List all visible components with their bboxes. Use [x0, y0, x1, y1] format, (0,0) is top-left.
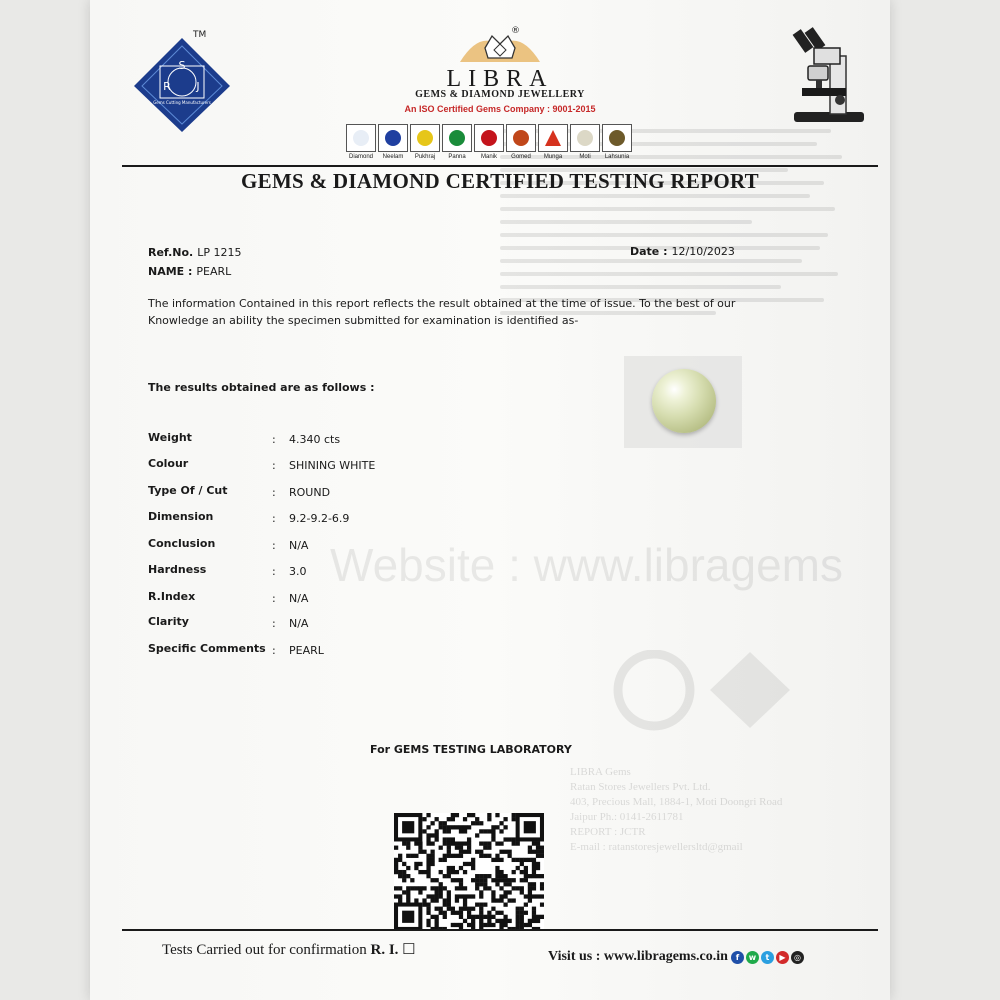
result-label: Colour — [148, 457, 189, 470]
result-separator: : — [272, 617, 276, 630]
gem-label: Munga — [543, 154, 563, 160]
iso-certified-text: An ISO Certified Gems Company : 9001-2015 — [404, 104, 596, 114]
result-separator: : — [272, 539, 276, 552]
result-separator: : — [272, 565, 276, 578]
intro-paragraph: The information Contained in this report reflects the result obtained at the time of issue. To the best of our Knowledge an ability the specimen submitted for examination is identified as- — [148, 297, 736, 327]
gem-gomed — [506, 124, 536, 160]
gem-pukhraj-icon — [417, 130, 433, 146]
result-separator: : — [272, 486, 276, 499]
result-label: R.Index — [148, 590, 196, 603]
gem-label: Manik — [480, 154, 497, 160]
twitter-icon[interactable]: t — [761, 951, 774, 964]
gem-pukhraj — [410, 124, 440, 160]
gem-manik — [474, 124, 504, 160]
result-separator: : — [272, 644, 276, 657]
result-row — [148, 615, 468, 635]
results-heading: The results obtained are as follows : — [148, 381, 375, 394]
pearl-photo — [652, 369, 716, 433]
gem-moti-icon — [577, 130, 593, 146]
gem-label: Panna — [448, 154, 466, 160]
seal-bleed-through — [610, 650, 810, 740]
result-value: SHINING WHITE — [289, 459, 376, 472]
svg-text:S: S — [178, 59, 186, 72]
result-label: Conclusion — [148, 537, 216, 550]
gem-lahsunia-icon — [609, 130, 625, 146]
social-icons — [731, 951, 804, 964]
gem-label: Neelam — [382, 154, 404, 160]
result-value: ROUND — [289, 486, 331, 499]
result-row — [148, 484, 468, 504]
result-row — [148, 457, 468, 477]
microscope-icon — [780, 26, 870, 126]
gem-munga-icon — [545, 130, 561, 146]
srj-logo — [132, 36, 236, 136]
youtube-icon[interactable]: ▶ — [776, 951, 789, 964]
tests-confirmation: Tests Carried out for confirmation R. I. ☐ — [162, 942, 416, 958]
result-label: Clarity — [148, 615, 189, 628]
registered-mark: ® — [511, 26, 520, 36]
trademark-mark: TM — [193, 30, 207, 40]
instagram-icon[interactable]: ◎ — [791, 951, 804, 964]
result-value: N/A — [289, 617, 309, 630]
specimen-name: NAME : PEARL — [148, 265, 232, 278]
gem-panna-icon — [449, 130, 465, 146]
result-row — [148, 537, 468, 557]
gem-lahsunia — [602, 124, 632, 160]
result-label: Specific Comments — [148, 642, 266, 655]
svg-text:J: J — [196, 80, 200, 93]
result-row — [148, 590, 468, 610]
result-separator: : — [272, 512, 276, 525]
gem-munga — [538, 124, 568, 160]
svg-text:R: R — [163, 80, 171, 93]
lab-signature-line: For GEMS TESTING LABORATORY — [370, 743, 572, 756]
gem-label: Pukhraj — [414, 154, 436, 160]
result-value: 9.2-9.2-6.9 — [289, 512, 350, 525]
facebook-icon[interactable]: f — [731, 951, 744, 964]
gem-label: Moti — [579, 154, 591, 160]
gem-diamond — [346, 124, 376, 160]
result-label: Dimension — [148, 510, 214, 523]
footer-rule — [122, 929, 878, 931]
result-value: 3.0 — [289, 565, 307, 578]
gem-label: Gomed — [511, 154, 531, 160]
result-value: PEARL — [289, 644, 324, 657]
result-row — [148, 642, 468, 662]
result-row — [148, 563, 468, 583]
qr-code[interactable] — [394, 813, 544, 931]
website-link[interactable]: Visit us : www.libragems.co.in — [548, 949, 728, 964]
libra-subtitle: GEMS & DIAMOND JEWELLERY — [415, 89, 585, 100]
gem-label: Lahsunia — [604, 154, 630, 160]
report-title: GEMS & DIAMOND CERTIFIED TESTING REPORT — [241, 169, 759, 193]
report-date: Date : 12/10/2023 — [630, 245, 735, 258]
gemstone-icon-row — [346, 124, 632, 160]
result-value: 4.340 cts — [289, 433, 341, 446]
result-separator: : — [272, 459, 276, 472]
gem-label: Diamond — [348, 154, 373, 160]
libra-crown-logo — [440, 26, 560, 70]
gem-panna — [442, 124, 472, 160]
result-value: N/A — [289, 539, 309, 552]
gem-neelam-icon — [385, 130, 401, 146]
result-row — [148, 510, 468, 530]
result-separator: : — [272, 433, 276, 446]
website-watermark: Website : www.libragems — [330, 539, 843, 591]
whatsapp-icon[interactable]: w — [746, 951, 759, 964]
gem-diamond-icon — [353, 130, 369, 146]
gem-moti — [570, 124, 600, 160]
checkbox-icon: ☐ — [402, 942, 416, 958]
address-bleed-through: LIBRA Gems Ratan Stores Jewellers Pvt. Ltd. 403, Precious Mall, 1884-1, Moti Doongri Road Jaipur Ph.: 0141-2611781 REPORT : JCTR E-mail : ratanstoresjewellersltd@gmail — [570, 766, 783, 853]
result-label: Hardness — [148, 563, 207, 576]
result-row — [148, 431, 468, 451]
result-label: Weight — [148, 431, 192, 444]
libra-logo-text: LIBRA — [446, 66, 554, 92]
gem-manik-icon — [481, 130, 497, 146]
svg-text:Gems Cutting Manufacturers: Gems Cutting Manufacturers — [153, 100, 211, 105]
gem-neelam — [378, 124, 408, 160]
ref-number: Ref.No. LP 1215 — [148, 246, 242, 259]
header-rule — [122, 165, 878, 167]
result-separator: : — [272, 592, 276, 605]
result-value: N/A — [289, 592, 309, 605]
website-footer — [548, 949, 804, 965]
result-label: Type Of / Cut — [148, 484, 228, 497]
gem-gomed-icon — [513, 130, 529, 146]
